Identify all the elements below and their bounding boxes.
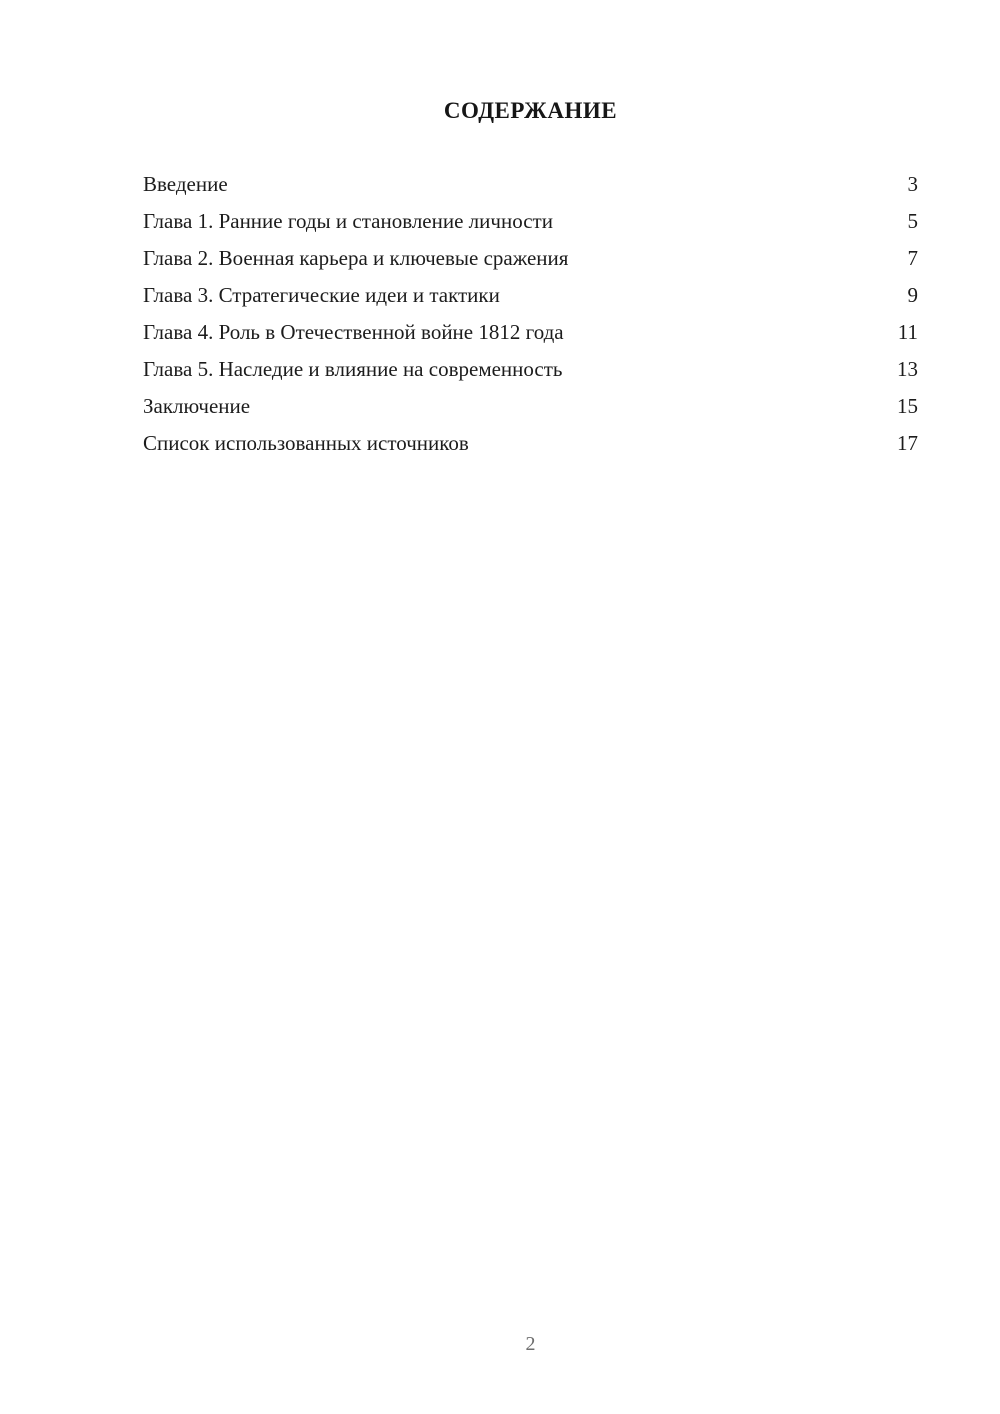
toc-entry-label: Глава 5. Наследие и влияние на современность (143, 357, 563, 381)
toc-row (143, 388, 918, 425)
toc-entry-page: 7 (907, 246, 918, 270)
toc-entry-page: 9 (907, 283, 918, 307)
toc-entry-label: Глава 2. Военная карьера и ключевые сражения (143, 246, 569, 270)
table-of-contents (143, 166, 918, 462)
toc-row (143, 240, 918, 277)
toc-row (143, 351, 918, 388)
toc-row (143, 314, 918, 351)
toc-entry-page: 15 (897, 394, 918, 418)
toc-entry-page: 13 (897, 357, 918, 381)
toc-entry-label: Глава 3. Стратегические идеи и тактики (143, 283, 500, 307)
toc-entry-page: 3 (907, 172, 918, 196)
toc-entry-label: Глава 4. Роль в Отечественной войне 1812 года (143, 320, 564, 344)
toc-entry-page: 11 (897, 320, 918, 344)
toc-row (143, 277, 918, 314)
toc-entry-label: Глава 1. Ранние годы и становление личности (143, 209, 553, 233)
toc-entry-label: Заключение (143, 394, 251, 418)
page-title: СОДЕРЖАНИЕ (443, 98, 618, 123)
toc-row (143, 203, 918, 240)
toc-row (143, 166, 918, 203)
toc-entry-label: Введение (143, 172, 228, 196)
toc-entry-label: Список использованных источников (143, 431, 469, 455)
footer-page-number: 2 (525, 1333, 536, 1355)
toc-entry-page: 5 (907, 209, 918, 233)
toc-row (143, 425, 918, 462)
toc-entry-page: 17 (897, 431, 918, 455)
